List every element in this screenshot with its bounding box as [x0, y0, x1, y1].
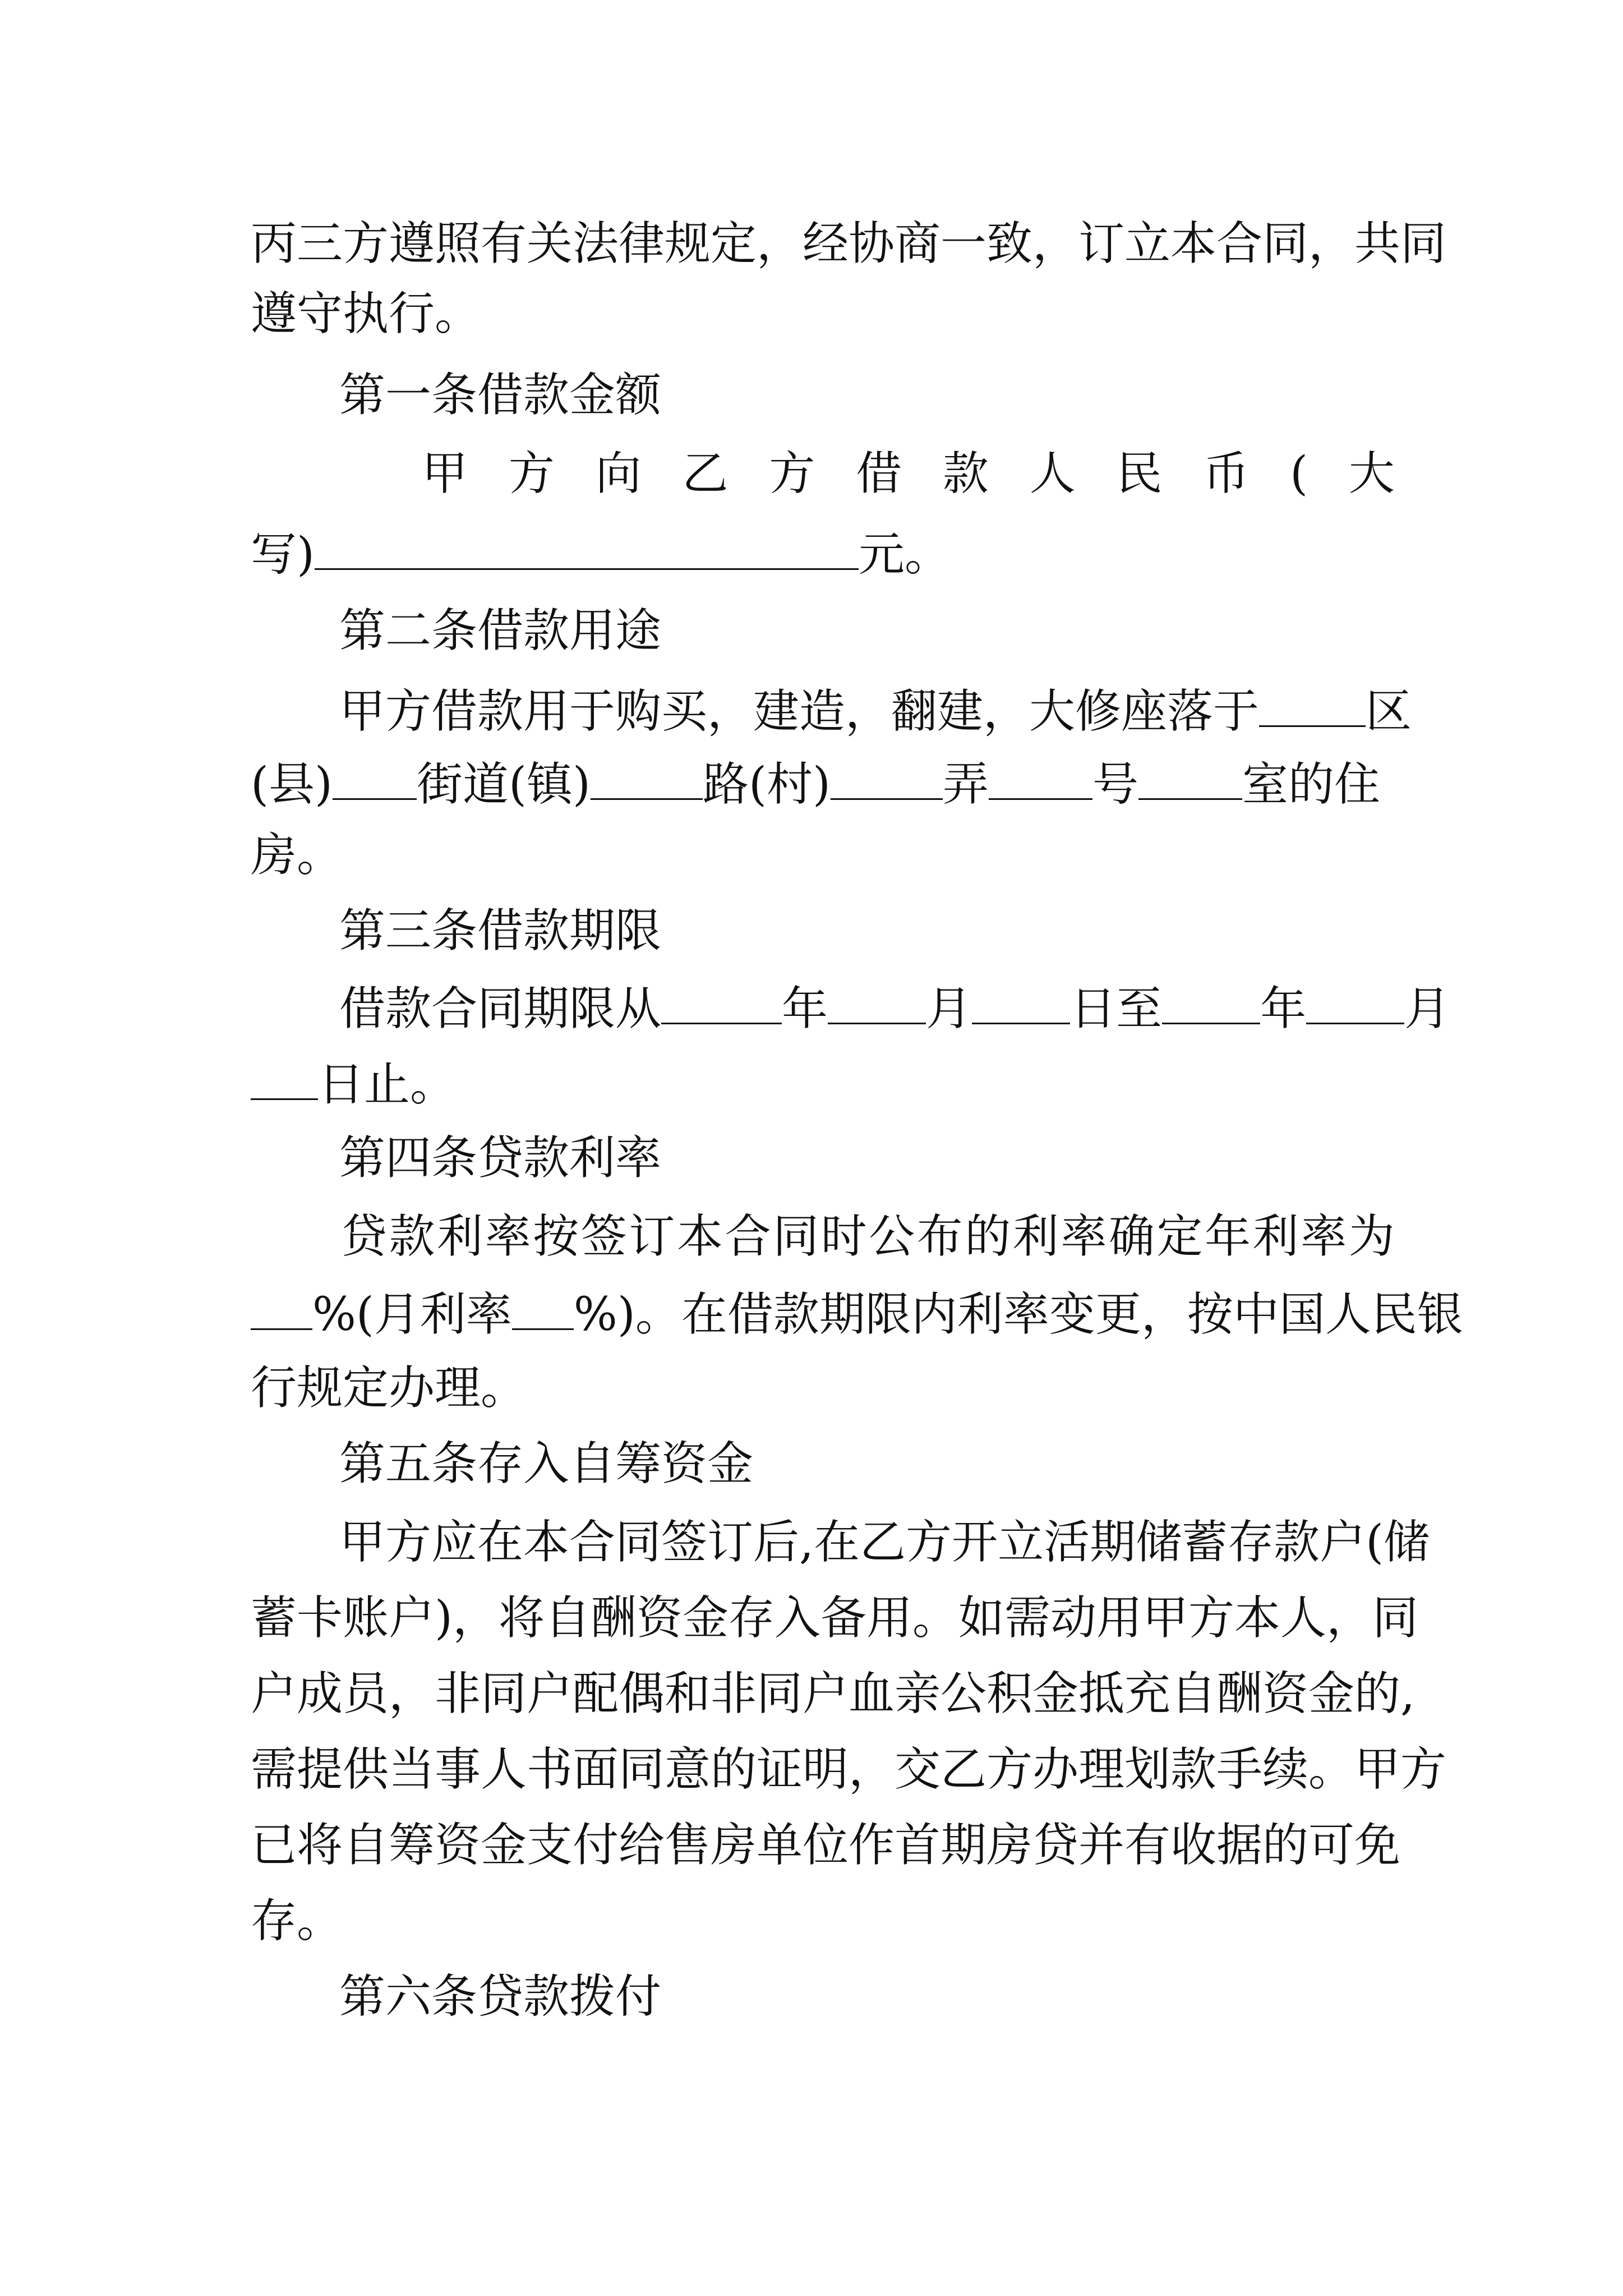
text: (县) [251, 758, 333, 811]
article-6-heading: 第六条贷款拨付 [339, 1970, 662, 2023]
text: 元。 [859, 528, 951, 581]
char: 公 [869, 1210, 915, 1263]
text: 号 [1092, 758, 1138, 811]
text: 弄 [942, 758, 989, 811]
end-day-blank[interactable] [251, 1055, 318, 1100]
intro-line-2: 遵守执行。 [251, 287, 481, 341]
monthly-rate-blank[interactable] [512, 1285, 574, 1330]
char: 贷 [341, 1210, 388, 1263]
number-blank[interactable] [1138, 754, 1242, 800]
start-month-blank[interactable] [828, 979, 926, 1024]
char: 本 [676, 1210, 723, 1263]
text: 室的住 [1242, 758, 1380, 811]
char: 确 [1109, 1210, 1155, 1263]
article-2-heading: 第二条借款用途 [339, 604, 662, 657]
article-2-line-2 [251, 754, 1395, 813]
district-blank[interactable] [1259, 682, 1366, 727]
char: 款 [942, 447, 989, 500]
lane-blank[interactable] [989, 754, 1092, 800]
text: 区 [1366, 685, 1412, 738]
article-5-heading: 第五条存入自筹资金 [339, 1437, 754, 1490]
article-4-line-2 [251, 1285, 1463, 1343]
char: 大 [1348, 447, 1395, 500]
char: 率 [1301, 1210, 1347, 1263]
text: 写) [251, 528, 315, 581]
char: 按 [533, 1210, 579, 1263]
article-5-line-5: 已将自筹资金支付给售房单位作首期房贷并有收据的可免 [251, 1819, 1401, 1872]
article-4-heading: 第四条贷款利率 [339, 1131, 662, 1185]
end-year-blank[interactable] [1162, 979, 1260, 1024]
road-blank[interactable] [831, 754, 943, 800]
char: 合 [725, 1210, 771, 1263]
text: %)。在借款期限内利率变更，按中国人民银 [573, 1288, 1463, 1341]
end-month-blank[interactable] [1306, 979, 1404, 1024]
article-1-heading: 第一条借款金额 [339, 369, 662, 422]
article-5-line-6: 存。 [251, 1894, 343, 1948]
char: ( [1290, 447, 1308, 500]
article-2-line-1 [251, 682, 1412, 740]
char: 的 [965, 1210, 1011, 1263]
article-5-line-4: 需提供当事人书面同意的证明，交乙方办理划款手续。甲方 [251, 1743, 1447, 1796]
article-3-line-1 [251, 979, 1451, 1037]
char: 借 [856, 447, 902, 500]
char: 率 [485, 1210, 531, 1263]
char: 为 [1348, 1210, 1395, 1263]
char: 人 [1029, 447, 1076, 500]
char: 方 [508, 447, 555, 500]
intro-line-1: 丙三方遵照有关法律规定，经协商一致，订立本合同，共同 [251, 217, 1447, 270]
char: 民 [1116, 447, 1163, 500]
start-day-blank[interactable] [972, 979, 1070, 1024]
text: 年 [782, 982, 828, 1036]
article-3-heading: 第三条借款期限 [339, 904, 662, 958]
char: 率 [1061, 1210, 1107, 1263]
article-3-line-2 [251, 1055, 1395, 1113]
char: 时 [820, 1210, 867, 1263]
char: 利 [1012, 1210, 1059, 1263]
char: 乙 [682, 447, 728, 500]
char: 定 [1156, 1210, 1203, 1263]
char: 利 [437, 1210, 483, 1263]
char: 利 [1252, 1210, 1299, 1263]
char: 币 [1203, 447, 1249, 500]
amount-blank[interactable] [315, 524, 859, 570]
article-5-line-1: 甲方应在本合同签订后,在乙方开立活期储蓄存款户(储 [339, 1516, 1430, 1569]
text: 路(村) [702, 758, 831, 811]
char: 款 [389, 1210, 435, 1263]
text: 甲方借款用于购买，建造，翻建，大修座落于 [339, 685, 1260, 738]
char: 方 [769, 447, 815, 500]
text: 年 [1260, 982, 1307, 1036]
char: 订 [629, 1210, 675, 1263]
char: 布 [916, 1210, 963, 1263]
char: 向 [595, 447, 642, 500]
text: 日止。 [318, 1058, 457, 1111]
text: 月 [1404, 982, 1451, 1036]
text: 借款合同期限从 [339, 982, 662, 1036]
article-1-line-1 [422, 446, 1395, 502]
char: 同 [773, 1210, 819, 1263]
char: 签 [580, 1210, 627, 1263]
county-blank[interactable] [333, 754, 417, 800]
text: 月 [926, 982, 972, 1036]
article-4-line-3: 行规定办理。 [251, 1361, 527, 1415]
text: %(月利率 [312, 1288, 512, 1341]
char: 甲 [422, 447, 468, 500]
street-blank[interactable] [591, 754, 703, 800]
article-1-line-2 [251, 524, 1395, 583]
article-5-line-3: 户成员，非同户配偶和非同户血亲公积金抵充自酬资金的, [251, 1667, 1415, 1720]
article-5-line-2: 蓄卡账户)，将自酬资金存入备用。如需动用甲方本人，同 [251, 1591, 1418, 1645]
text: 日至 [1070, 982, 1163, 1036]
text: 街道(镇) [416, 758, 591, 811]
article-4-line-1 [341, 1209, 1395, 1265]
article-2-line-3: 房。 [251, 829, 343, 882]
char: 年 [1205, 1210, 1251, 1263]
start-year-blank[interactable] [661, 979, 782, 1024]
annual-rate-blank[interactable] [251, 1285, 312, 1330]
